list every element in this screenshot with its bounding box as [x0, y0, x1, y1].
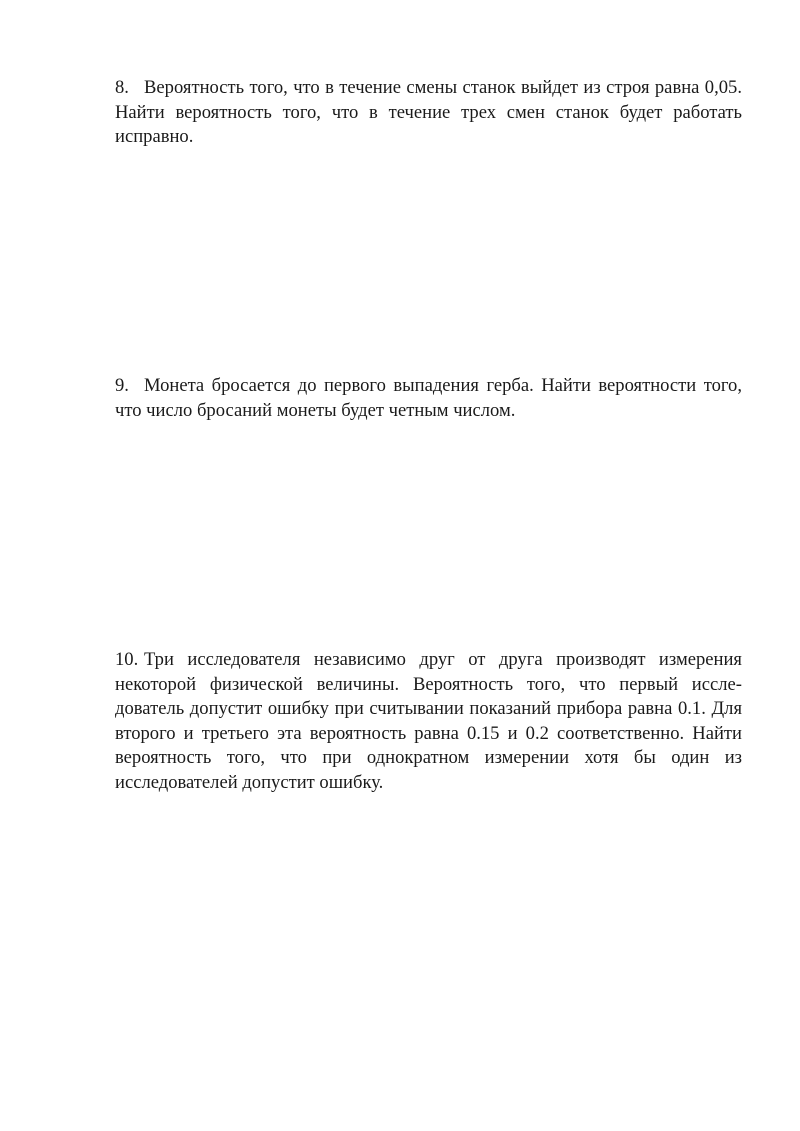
problem-9-line-1	[115, 374, 742, 399]
problem-9-line-2: что число бросаний монеты будет четным числом.	[115, 399, 516, 421]
problem-10-line-6: исследователей допустит ошибку.	[115, 771, 384, 793]
problem-10-number: 10.	[115, 649, 139, 670]
problem-8-number: 8.	[115, 77, 129, 98]
problem-10-line-1	[115, 648, 742, 673]
problem-8-line-3: исправно.	[115, 126, 194, 147]
problem-10-text-1: Три исследователя независимо друг от друга производят измерения	[144, 649, 742, 670]
problem-9-text-1: Монета бросается до первого выпадения герба. Найти вероятности того,	[144, 375, 742, 396]
problem-10-line-5: вероятность того, что при однократном измерении хотя бы один из	[115, 747, 742, 768]
problem-10-line-3: дователь допустит ошибку при считывании показаний прибора равна 0.1. Для	[115, 698, 742, 719]
problem-8-text-1: Вероятность того, что в течение смены станок выйдет из строя равна 0,05.	[144, 77, 742, 98]
problem-10-line-2: некоторой физической величины. Вероятность того, что первый иссле-	[115, 673, 742, 695]
problem-9-number: 9.	[115, 375, 129, 396]
problem-8-line-2: Найти вероятность того, что в течение трех смен станок будет работать	[115, 101, 742, 123]
problem-10	[115, 648, 742, 795]
problem-10-line-4: второго и третьего эта вероятность равна 0.15 и 0.2 соответственно. Найти	[115, 722, 742, 744]
problem-8-line-1	[115, 76, 742, 101]
problem-9	[115, 374, 742, 423]
problem-8	[115, 76, 742, 150]
